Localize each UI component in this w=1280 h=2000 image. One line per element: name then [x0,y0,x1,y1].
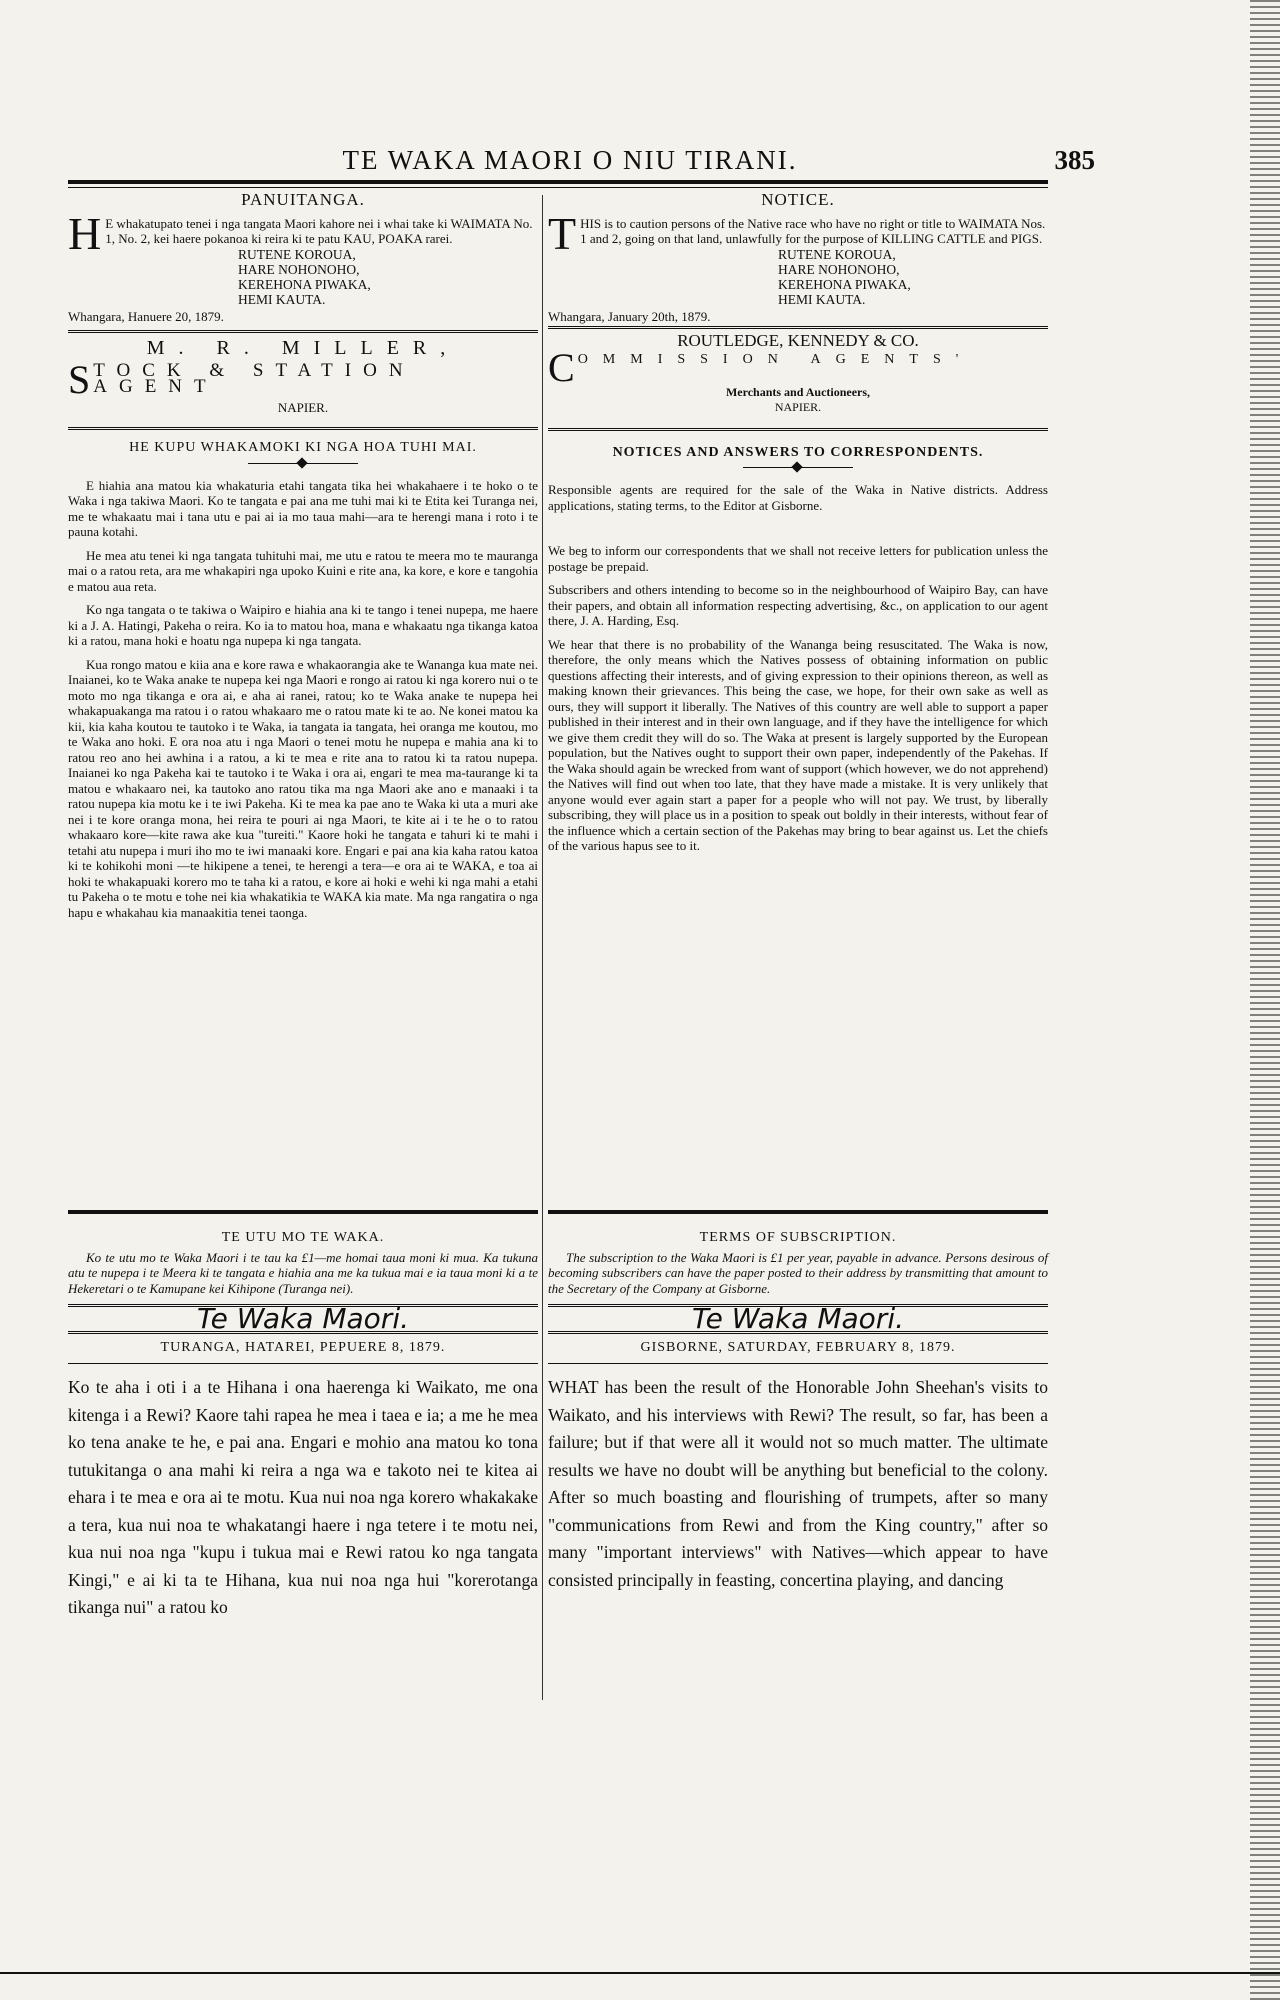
column-divider [542,195,543,1700]
header-rule-thin [68,187,1048,188]
page-title: TE WAKA MAORI O NIU TIRANI. [342,145,798,175]
right-masthead: Te Waka Maori. [692,1302,904,1335]
drop-cap: S [68,356,91,402]
left-article-text: Ko te aha i oti i a te Hihana i ona haerenga ki Waikato, me ona kitenga i a Rewi? Kaore tahi rapea he mea i taea e ia; a me he mea ko tena anake te he, e pai ana. Engari e mohio ana matou ko tona tutukitanga o ana mahi ki reira a nga wa e takoto nei te kitea ai ehara i te mea e ora ai te motu. Kua nui noa nga korero whakakake a tera, kua nui noa te whakatangi haere i nga tetere i te motu nei, kua nui noa nga "kupu i tukua mai e Rewi ratou ko nga tangata Kingi," e ai ki ta te Hihana, kua nui noa nga hui "korerotanga tikanga nui" a ratou ko [68,1377,538,1617]
utu-text: Ko te utu mo te Waka Maori i te tau ka £1—me homai taua moni ki mua. Ka tukuna atu te nupepa i te Meera ki te tangata e hiahia ana me ka tukua mai e ia taua moni ki a te Hekeretari o te Kamupane kei Kihipone (Turanga nei). [68,1249,538,1296]
kupu-paragraph: Kua rongo matou e kiia ana e kore rawa e whakaorangia ake te Wananga kua mate nei. Inaianei, ko te Waka anake te nupepa kei nga Maori e rongo ai ratou ki nga korero nui o te moto mo nga tikanga e ora ai, e aha ai ranei, ratou; ko te Waka anake te nupepa hei whakapuakanga ma ratou i o ratou whakaaro me o ratou mate ki te ao. Ne konei matou ka kii, kia kaha koutou te tautoko i te Waka, ia tangata ia tangata, hei oranga me koutou, mo te Waka ano hoki. E ora noa atu i nga Maori o tenei motu he nupepa e mahia ana ki to ratou reo ano hei awhina i a ratou, a ki te mea e rite ana to ratou ki ta ratou nupepa. Inaianei ko nga Pakeha kai te tautoko i te Waka i ora ai, engari te mea ma-taurange ki ta matou e whakaaro nei, ka tautoko ano ratou tika ma nga Maori ake ano e manaaki i ta ratou nupepa kia motu ke i te iwi Pakeha. Ki te mea ka pae ano te Waka ki uta a muri ake nei i te kore oranga mona, hei reira te pouri ai nga Maori, te kite ai i te he o to ratou whakaaro kore—kite rawa ake kua "tureiti." Kaore hoki he tangata e tahuri ki te mahi i tetahi atu nupepa i muri iho mo te iwi manaaki kore. Engari e pai ana kia kaha ratou katoa ki te kohikohi moni —te hikipene a tenei, te herengi a tera—e ora ai te WAKA, e toa ai hoki te whakapuaki korero mo te taha ki a ratou, e kore ai hoki e wehi ki nga mahi a etahi tu Pakeha o te motu e tohe nei kia whakatikia te WAKA kia mate. Ma nga rangatira o nga hapu e whakahau kia manaakitia tenei taonga. [68,656,538,920]
notice-heading: NOTICE. [761,190,835,209]
left-dateline: TURANGA, HATAREI, PEPUERE 8, 1879. [160,1339,446,1355]
panuitanga-heading: PANUITANGA. [241,190,365,209]
routledge-place: NAPIER. [774,400,822,414]
notice-date: Whangara, January 20th, 1879. [548,308,711,324]
terms-heading: TERMS OF SUBSCRIPTION. [699,1230,897,1245]
right-column [548,192,1048,862]
rule [68,1210,538,1214]
notices-body [548,482,1048,854]
rule [68,427,538,430]
utu-heading: TE UTU MO TE WAKA. [221,1230,385,1245]
routledge-name: ROUTLEDGE, KENNEDY & CO. [677,331,919,350]
miller-role [68,356,538,402]
header-rule [68,180,1048,184]
notices-paragraph: Subscribers and others intending to become so in the neighbourhood of Waipiro Bay, can have their papers, and obtain all information respecting advertising, &c., on application to our agent there, J. A. Harding, Esq. [548,582,1048,628]
signer: HEMI KAUTA. [778,291,866,307]
routledge-sub: Merchants and Auctioneers, [725,384,871,399]
panuitanga-text: E whakatupato tenei i nga tangata Maori kahore nei i whai take ki WAIMATA No. 1, No. 2, kei haere pokanoa ki reira ki te patu KAU, POAKA rarei. [105,215,533,246]
kupu-paragraph: He mea atu tenei ki nga tangata tuhituhi mai, me utu e ratou te meera mo te mauranga mai o a ratou reta, ara me whakapiri nga upoko Kuini e rite ana, ka kore, e kore e tangohia e matou aua reta. [68,547,538,594]
drop-cap: C [548,344,575,390]
rule [68,330,538,333]
left-article [68,1374,538,1622]
drop-cap: T [548,207,577,259]
rule [548,1363,1048,1364]
kupu-body [68,478,538,921]
right-lower [548,1210,1048,1594]
kupu-paragraph: Ko nga tangata o te takiwa o Waipiro e hiahia ana ki te tango i tenei nupepa, me haere ki a J. A. Hatingi, Pakeha o reira. Ko ia to matou hoa, mana e whakaatu nga tikanga katoa ki a ratou, mana hoki e hoatu nga nupepa ki nga tangata. [68,602,538,648]
ornament-rule [248,458,358,468]
kupu-heading: HE KUPU WHAKAMOKI KI NGA HOA TUHI MAI. [129,440,477,455]
binding-edge [1250,0,1280,2000]
rule [548,428,1048,431]
ornament-rule [743,462,853,472]
page-header [70,145,1095,179]
notice-text: HIS is to caution persons of the Native race who have no right or title to WAIMATA Nos. 1 and 2, going on that land, unlawfully for the purpose of KILLING CATTLE and PIGS. [580,215,1046,246]
kupu-paragraph: E hiahia ana matou kia whakaturia etahi tangata tika hei whakahaere i te hoko o te Waka i nga takiwa Maori. Ko te tangata e pai ana me tuhi mai ki te Etita kei Turanga nei, me te whakaatu mai i tana utu e pai ai ia mo taua mahi—ara te herengi mana i roto i te pauna kotahi. [68,477,538,539]
routledge-role-text: OMMISSION AGENTS' [577,351,974,367]
notices-paragraph: We beg to inform our correspondents that we shall not receive letters for publication unless the postage be prepaid. [548,543,1048,574]
panuitanga-date: Whangara, Hanuere 20, 1879. [68,308,224,324]
right-article [548,1374,1048,1594]
signer: RUTENE KOROUA, [238,246,356,262]
miller-place: NAPIER. [277,399,329,415]
page-number: 385 [1054,145,1095,175]
signer: RUTENE KOROUA, [778,246,896,262]
page-bottom-rule [0,1972,1280,1974]
notices-heading: NOTICES AND ANSWERS TO CORRESPONDENTS. [612,444,984,460]
signer: HARE NOHONOHO, [238,261,360,277]
routledge-role [548,344,1048,390]
right-dateline: GISBORNE, SATURDAY, FEBRUARY 8, 1879. [640,1339,956,1355]
terms-text: The subscription to the Waka Maori is £1 per year, payable in advance. Persons desirous of becoming subscribers can have the paper posted to their address by transmitting that amount to the Secretary of the Company at Gisborne. [548,1249,1048,1296]
signer: HARE NOHONOHO, [778,261,900,277]
panuitanga-signers [238,247,538,307]
miller-name: M. R. MILLER, [146,337,460,359]
left-column [68,192,538,928]
notices-paragraph: Responsible agents are required for the sale of the Waka in Native districts. Address applications, stating terms, to the Editor at Gisborne. [548,482,1048,513]
notices-paragraph: We hear that there is no probability of the Wananga being resuscitated. The Waka is now, therefore, the only means which the Natives possess of obtaining information on public questions affecting their interests, and of giving expression to their opinions thereon, as well as making known their grievances. This being the case, we hope, for their own sake as well as ours, they will support it liberally. The Natives of this country are well able to support a paper published in their interest and in their own language, and if they have the intelligence for which we give them credit they will do so. The Waka at present is largely supported by the European population, but the Natives ought to support their own paper, independently of the Pakehas. If the Waka should again be wrecked from want of support (which however, we do not apprehend) the Natives will find out when too late, that they have made a mistake. It is very unlikely that anyone would ever again start a paper for a people who will not pay. We trust, by liberally subscribing, they will place us in a position to speak out boldly in their interests, without fear of the influence which a certain section of the Pakehas may bring to bear against us. Let the chiefs of the various hapus see to it. [548,636,1048,853]
drop-cap: H [68,207,102,259]
left-masthead: Te Waka Maori. [197,1302,409,1335]
right-article-text: WHAT has been the result of the Honorable John Sheehan's visits to Waikato, and his interviews with Rewi? The result, so far, has been a failure; but if that were all it would not so much matter. The ultimate results we have no doubt will be anything but beneficial to the colony. After so much boasting and flourishing of trumpets, after so many "communications from Rewi and from the King country," after so many "important interviews" with Natives—which appear to have consisted principally in feasting, concertina playing, and dancing [548,1377,1048,1590]
miller-role-text: TOCK & STATION AGENT [93,359,415,397]
rule [68,1363,538,1364]
notice-signers [778,247,1048,307]
signer: KEREHONA PIWAKA, [778,276,911,292]
signer: KEREHONA PIWAKA, [238,276,371,292]
left-lower [68,1210,538,1622]
rule [548,1210,1048,1214]
signer: HEMI KAUTA. [238,291,326,307]
rule [548,326,1048,329]
